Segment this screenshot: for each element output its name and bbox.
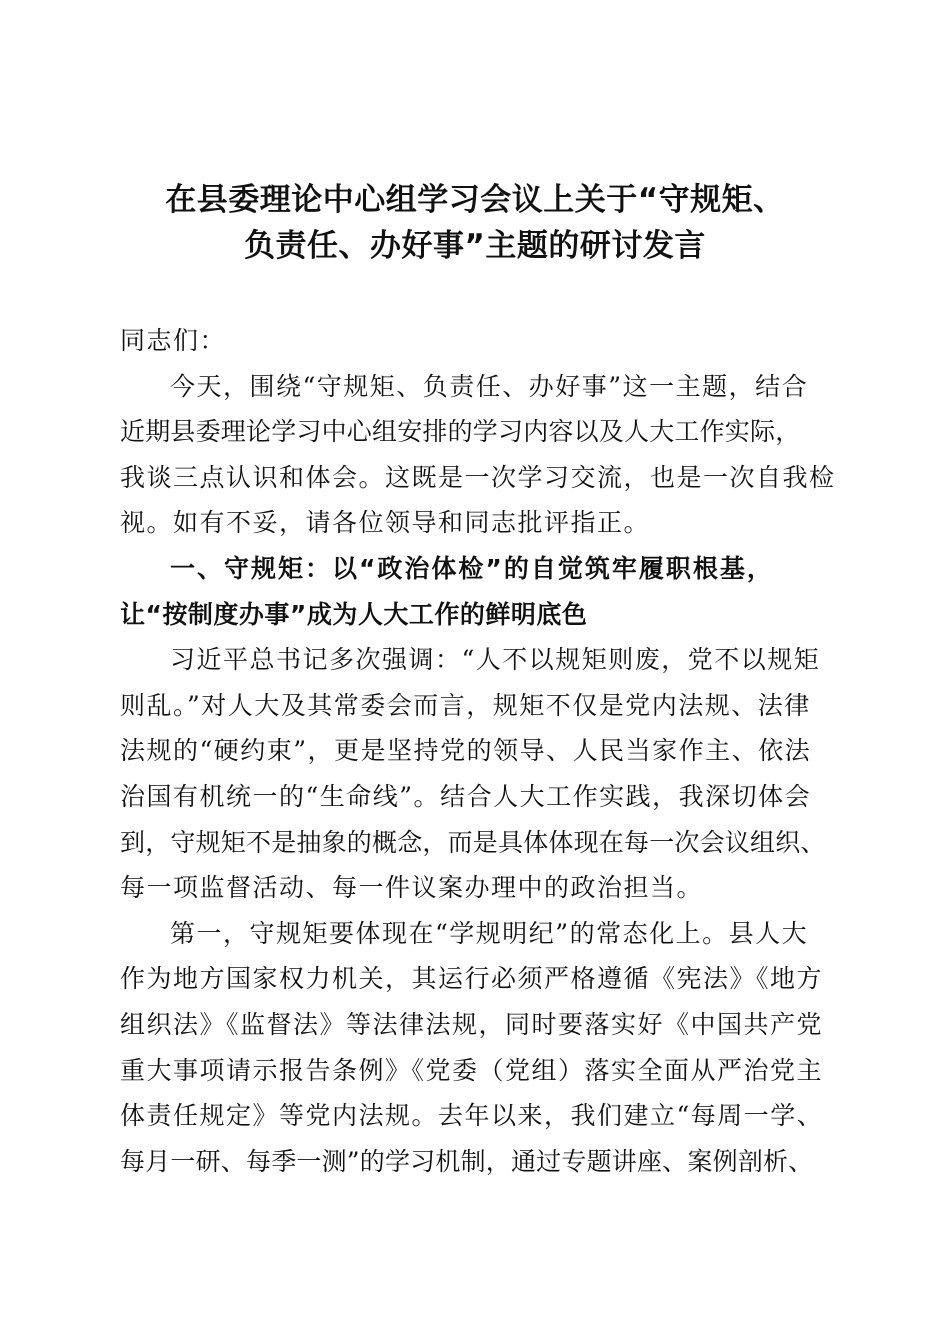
heading-line: 一、守规矩：以“政治体检”的自觉筑牢履职根基，: [170, 553, 774, 583]
document-title: [60, 177, 890, 269]
intro-paragraph: [120, 364, 842, 546]
text-line: 治国有机统一的“生命线”。结合人大工作实践，我深切体会: [120, 781, 812, 811]
text-line: 体责任规定》等党内法规。去年以来，我们建立“每周一学、: [120, 1101, 824, 1131]
title-line: 负责任、办好事”主题的研讨发言: [244, 228, 706, 264]
text-line: 今天，围绕“守规矩、负责任、办好事”这一主题，结合: [170, 371, 809, 401]
text-line: 作为地方国家权力机关，其运行必须严格遵循《宪法》《地方: [120, 964, 824, 994]
text-line: 习近平总书记多次强调：“人不以规矩则废，党不以规矩: [170, 645, 821, 675]
text-line: 组织法》《监督法》等法律法规，同时要落实好《中国共产党: [120, 1009, 824, 1039]
text-line: 我谈三点认识和体会。这既是一次学习交流，也是一次自我检: [120, 462, 836, 492]
text-line: 视。如有不妥，请各位领导和同志批评指正。: [120, 508, 651, 538]
text-line: 近期县委理论学习中心组安排的学习内容以及人大工作实际，: [120, 417, 801, 447]
title-line: 在县委理论中心组学习会议上关于“守规矩、: [165, 182, 785, 218]
text-line: 则乱。”对人大及其常委会而言，规矩不仅是党内法规、法律: [120, 690, 811, 720]
text-line: 每月一研、每季一测”的学习机制，通过专题讲座、案例剖析、: [120, 1146, 814, 1176]
document-body: [120, 318, 842, 1184]
section-heading: [120, 546, 842, 637]
text-line: 到，守规矩不是抽象的概念，而是具体体现在每一次会议组织、: [120, 827, 826, 857]
text-line: 第一，守规矩要体现在“学规明纪”的常态化上。县人大: [170, 918, 809, 948]
text-line: 重大事项请示报告条例》《党委（党组）落实全面从严治党主: [120, 1055, 824, 1085]
text-line: 每一项监督活动、每一件议案办理中的政治担当。: [120, 873, 704, 903]
text-line: 法规的“硬约束”，更是坚持党的领导、人民当家作主、依法: [120, 736, 812, 766]
body-paragraph: [120, 911, 842, 1185]
salutation: 同志们：: [120, 326, 227, 355]
body-paragraph: [120, 637, 842, 911]
heading-line: 让“按制度办事”成为人大工作的鲜明底色: [120, 599, 588, 629]
